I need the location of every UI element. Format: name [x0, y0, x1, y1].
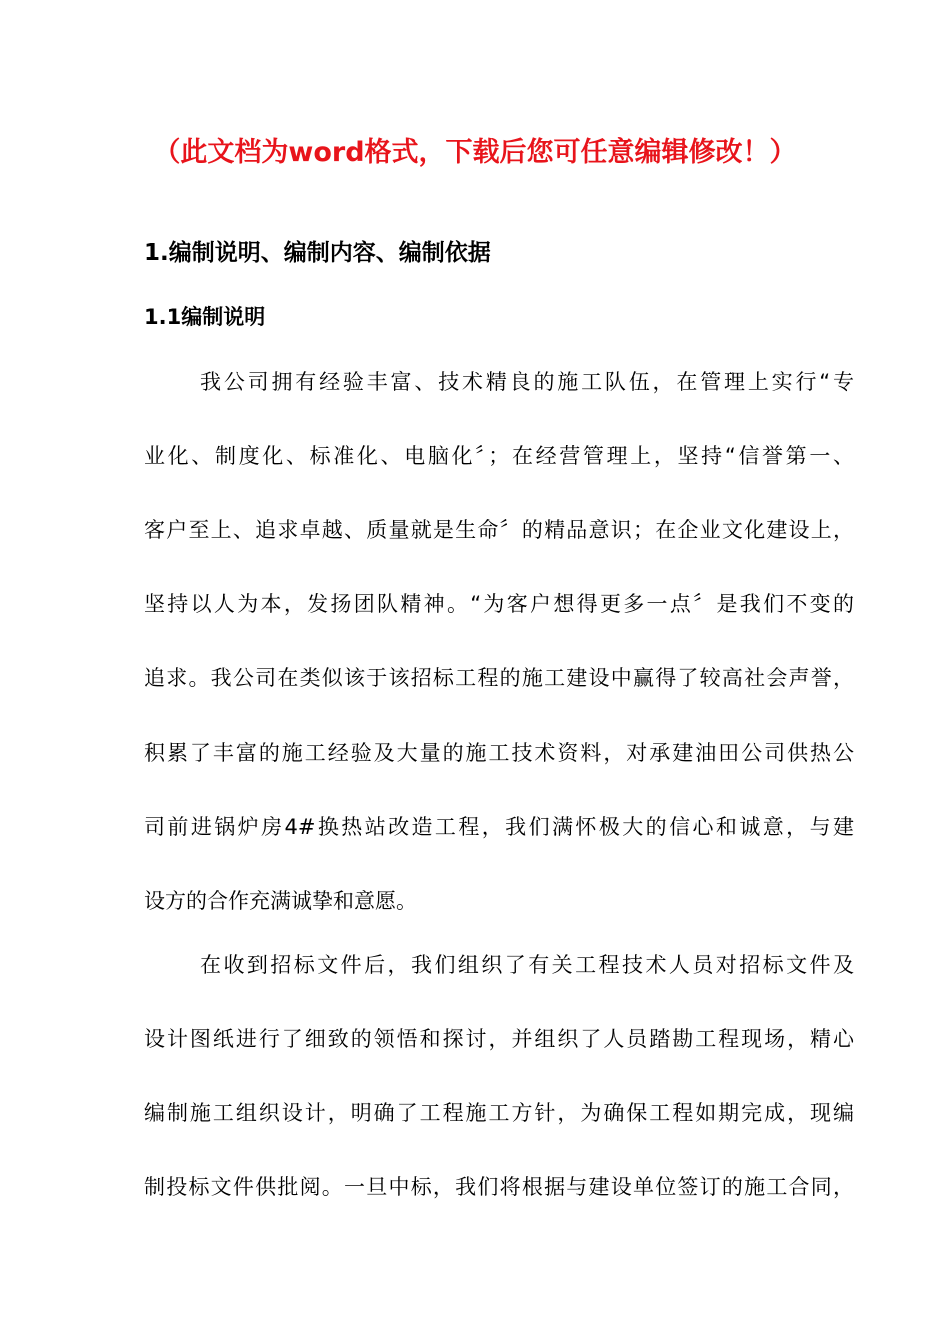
paragraph-line: 设计图纸进行了细致的领悟和探讨，并组织了人员踏勘工程现场，精心 [144, 1027, 854, 1051]
format-notice: （此文档为word格式，下载后您可任意编辑修改！） [153, 137, 797, 168]
paragraph-line: 积累了丰富的施工经验及大量的施工技术资料，对承建油田公司供热公 [144, 741, 854, 765]
paragraph-line: 在收到招标文件后，我们组织了有关工程技术人员对招标文件及 [200, 953, 854, 977]
paragraph-line: 追求。我公司在类似该于该招标工程的施工建设中赢得了较高社会声誉， [144, 666, 854, 690]
paragraph-line: 司前进锅炉房4#换热站改造工程，我们满怀极大的信心和诚意，与建 [144, 815, 854, 839]
paragraph-line: 坚持以人为本，发扬团队精神。“为客户想得更多一点〞是我们不变的 [144, 592, 854, 616]
paragraph-line: 制投标文件供批阅。一旦中标，我们将根据与建设单位签订的施工合同， [144, 1175, 854, 1199]
section-heading: 1.编制说明、编制内容、编制依据 [144, 240, 491, 266]
paragraph-line: 编制施工组织设计，明确了工程施工方针，为确保工程如期完成，现编 [144, 1101, 854, 1125]
paragraph-line: 客户至上、追求卓越、质量就是生命〞的精品意识；在企业文化建设上， [144, 518, 854, 542]
paragraph-line: 业化、制度化、标准化、电脑化〞；在经营管理上，坚持“信誉第一、 [144, 444, 854, 468]
paragraph-line: 我公司拥有经验丰富、技术精良的施工队伍，在管理上实行“专 [200, 370, 854, 394]
paragraph-line: 设方的合作充满诚挚和意愿。 [144, 889, 417, 913]
subsection-heading: 1.1编制说明 [144, 305, 266, 329]
